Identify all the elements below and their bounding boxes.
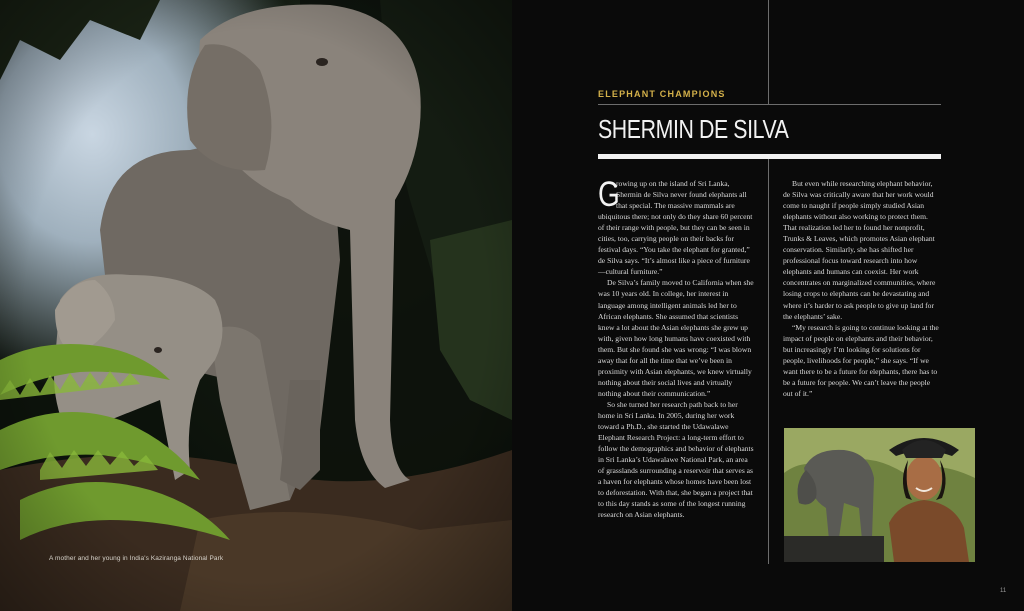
portrait-photo (784, 428, 975, 562)
body-column-2 (783, 178, 941, 399)
photo-caption: A mother and her young in India's Kaziranga National Park (49, 555, 224, 562)
top-vertical-rule (768, 0, 769, 104)
section-kicker: ELEPHANT CHAMPIONS (598, 89, 726, 99)
body-paragraph: So she turned her research path back to her home in Sri Lanka. In 2005, during her work toward a Ph.D., she started the Udawalawe Elephant Research Project: a long-term effort to follow the demographics and behavior of elephants in Sri Lanka’s Udawalawe National Park, an area of grasslands surrounding a reservoir that serves as a haven for elephants whose homes have been lost to deforestation. With that, she began a project that to this day stands as some of the longest running research on Asian elephants. (598, 399, 754, 520)
portrait-photo-illustration (784, 428, 975, 562)
paragraph-text: rowing up on the island of Sri Lanka, Shermin de Silva never found elephants all that special. The massive mammals are ubiquitous there; not only do they share 60 percent of their range with people, but they can be seen in cities, too, carrying people on their backs for festival days. “You take the elephant for granted,” de Silva says. “It’s almost like a piece of furniture—cultural furniture.” (598, 179, 753, 277)
kicker-rule (598, 104, 941, 105)
page-number: 11 (1000, 588, 1007, 594)
body-paragraph: De Silva’s family moved to California when she was 10 years old. In college, her interest in language among intelligent animals led her to African elephants. She assumed that scientists knew a lot about the Asian elephants she grew up with, given how long humans have coexisted with them. But she found she was wrong: “I was blown away that for all the time that we’ve been in proximity with Asian elephants, we knew virtually nothing about their social lives and virtually nothing about their communication.” (598, 278, 754, 398)
headline-bar (598, 154, 941, 159)
body-column-1 (598, 175, 755, 520)
body-paragraph: But even while researching elephant behavior, de Silva was critically aware that her work would come to naught if people simply studied Asian elephants without also working to protect them. That realization led her to found her nonprofit, Trunks & Leaves, which promotes Asian elephant conservation. Similarly, she has shifted her professional focus toward research into how elephants and humans can coexist. Her work concentrates on marginalized communities, where losing crops to elephants can be devastating and where it’s harder to ask people to give up land for the elephants’ sake. (783, 179, 936, 321)
body-paragraph: “My research is going to continue looking at the impact of people on elephants and their behavior, but increasingly I’m looking for solutions for people, livelihoods for people,” she says. “If we want there to be a future for elephants, there has to be a future for people. We can’t leave the people out of it.” (783, 322, 939, 398)
column-divider (768, 159, 769, 564)
article-headline: SHERMIN DE SILVA (598, 114, 789, 144)
drop-cap: G (598, 175, 620, 214)
body-paragraph (598, 175, 755, 277)
article-page (512, 0, 1024, 611)
